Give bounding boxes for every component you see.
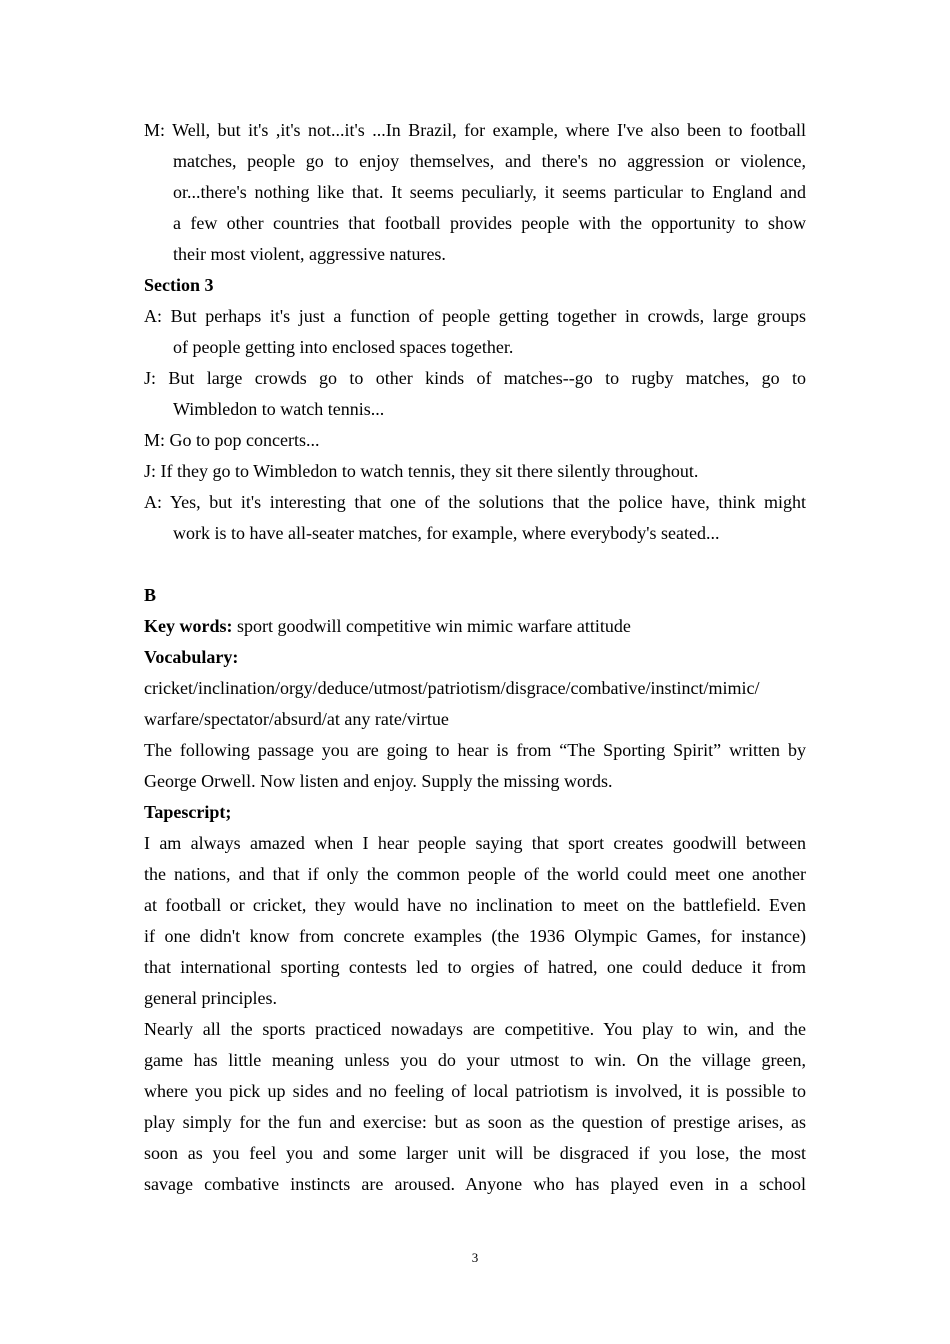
tapescript-paragraph-2 [144, 1014, 806, 1200]
text-line: if one didn't know from concrete examples (the 1936 Olympic Games, for instance) [144, 926, 806, 946]
text-line: I am always amazed when I hear people saying that sport creates goodwill between [144, 833, 806, 853]
section-3-dialogue [144, 301, 806, 549]
key-words [144, 611, 806, 642]
tapescript-label: Tapescript; [144, 802, 232, 822]
text-line: M: Go to pop concerts... [144, 430, 320, 450]
intro-line: George Orwell. Now listen and enjoy. Supply the missing words. [144, 771, 613, 791]
text-line: where you pick up sides and no feeling of local patriotism is involved, it is possible to [144, 1081, 806, 1101]
text-line: Nearly all the sports practiced nowadays are competitive. You play to win, and the [144, 1019, 806, 1039]
vocabulary-line: cricket/inclination/orgy/deduce/utmost/patriotism/disgrace/combative/instinct/mimic/ [144, 678, 760, 698]
text-line: game has little meaning unless you do your utmost to win. On the village green, [144, 1050, 806, 1070]
text-line: J: If they go to Wimbledon to watch tennis, they sit there silently throughout. [144, 461, 699, 481]
part-b-heading: B [144, 585, 157, 605]
text-line: at football or cricket, they would have no inclination to meet on the battlefield. Even [144, 895, 806, 915]
text-line: of people getting into enclosed spaces together. [173, 337, 514, 357]
key-words-list: sport goodwill competitive win mimic warfare attitude [232, 616, 631, 636]
intro-line: The following passage you are going to hear is from “The Sporting Spirit” written by [144, 740, 806, 760]
vocabulary-line: warfare/spectator/absurd/at any rate/virtue [144, 709, 449, 729]
key-words-label: Key words: [144, 616, 233, 636]
text-line: their most violent, aggressive natures. [173, 244, 446, 264]
text-line: Wimbledon to watch tennis... [173, 399, 385, 419]
text-line: savage combative instincts are aroused. Anyone who has played even in a school [144, 1174, 806, 1194]
text-line: work is to have all-seater matches, for example, where everybody's seated... [173, 523, 720, 543]
text-line: matches, people go to enjoy themselves, and there's no aggression or violence, [173, 151, 806, 171]
text-line: a few other countries that football provides people with the opportunity to show [173, 213, 806, 233]
text-line: that international sporting contests led to orgies of hatred, one could deduce it from [144, 957, 806, 977]
page-number: 3 [471, 1250, 479, 1265]
vocabulary-label: Vocabulary: [144, 647, 239, 667]
text-line: play simply for the fun and exercise: but as soon as the question of prestige arises, as [144, 1112, 806, 1132]
text-line: general principles. [144, 988, 277, 1008]
dialogue-m-turn [144, 115, 806, 270]
text-line: soon as you feel you and some larger unit will be disgraced if you lose, the most [144, 1143, 806, 1163]
text-line: A: Yes, but it's interesting that one of the solutions that the police have, think might [144, 492, 806, 512]
text-line: or...there's nothing like that. It seems peculiarly, it seems particular to England and [173, 182, 806, 202]
text-line: J: But large crowds go to other kinds of matches--go to rugby matches, go to [144, 368, 806, 388]
text-line: M: Well, but it's ,it's not...it's ...In Brazil, for example, where I've also been to football [144, 120, 806, 140]
tapescript-paragraph-1 [144, 828, 806, 1014]
text-line: the nations, and that if only the common people of the world could meet one another [144, 864, 806, 884]
section-3-heading: Section 3 [144, 275, 214, 295]
blank-line [144, 549, 806, 580]
text-line: A: But perhaps it's just a function of people getting together in crowds, large groups [144, 306, 806, 326]
document-page [144, 115, 806, 1200]
